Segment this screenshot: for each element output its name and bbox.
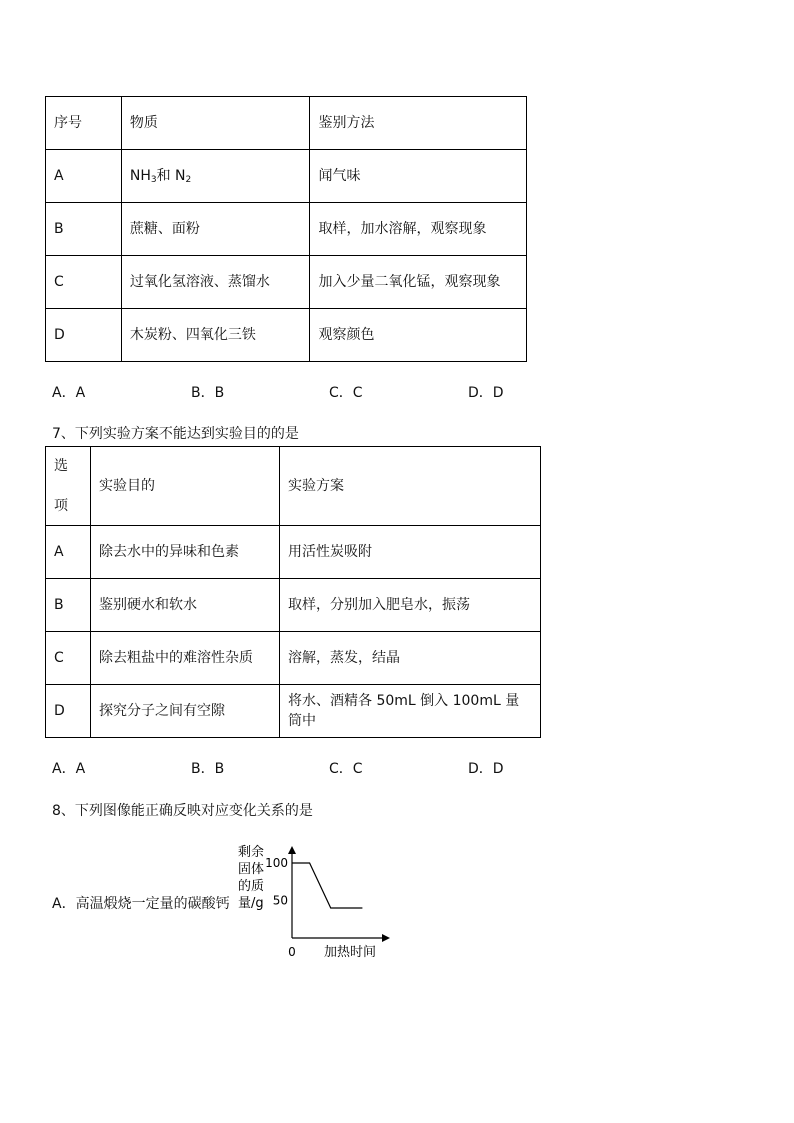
formula-subscript: 3 — [150, 175, 157, 185]
y-tick-label: 50 — [272, 893, 288, 908]
option-d[interactable]: D．D — [468, 761, 504, 777]
option-b[interactable]: B．B — [191, 761, 225, 777]
header-option — [46, 447, 91, 526]
y-axis-arrow — [288, 846, 296, 854]
table-header-row — [46, 97, 527, 150]
row-substance: 过氧化氢溶液、蒸馏水 — [121, 256, 310, 309]
header-method: 鉴别方法 — [310, 97, 527, 150]
row-plan: 取样，分别加入肥皂水，振荡 — [280, 579, 541, 632]
formula-part: NH — [129, 168, 151, 184]
header-substance: 物质 — [121, 97, 310, 150]
experiment-table — [45, 446, 541, 738]
table-row — [46, 203, 527, 256]
row-method: 闻气味 — [310, 150, 527, 203]
row-purpose: 除去水中的异味和色素 — [91, 526, 280, 579]
answer-options-q7 — [52, 758, 552, 778]
header-option-line2: 项 — [54, 498, 68, 514]
y-axis-label-line: 的质 — [238, 879, 265, 894]
row-label: C — [46, 256, 122, 309]
table-row — [46, 685, 541, 738]
question-7-title: 7、下列实验方案不能达到实验目的的是 — [52, 426, 299, 442]
question-8-title: 8、下列图像能正确反映对应变化关系的是 — [52, 803, 313, 819]
header-index: 序号 — [46, 97, 122, 150]
y-ticks — [265, 856, 288, 908]
table-row — [46, 150, 527, 203]
table-row — [46, 309, 527, 362]
y-axis-label-line: 剩余 — [238, 845, 265, 860]
row-plan: 用活性炭吸附 — [280, 526, 541, 579]
identification-table — [45, 96, 527, 362]
row-purpose: 鉴别硬水和软水 — [91, 579, 280, 632]
row-label: C — [46, 632, 91, 685]
formula-subscript: 2 — [185, 175, 192, 185]
row-substance: 蔗糖、面粉 — [121, 203, 310, 256]
row-label: D — [46, 685, 91, 738]
option-a[interactable]: A．A — [52, 385, 86, 401]
series-line — [292, 863, 362, 908]
row-method: 加入少量二氧化锰，观察现象 — [310, 256, 527, 309]
row-label: D — [46, 309, 122, 362]
formula-part: 和 N — [156, 168, 186, 184]
row-substance: 木炭粉、四氧化三铁 — [121, 309, 310, 362]
answer-options-q6 — [52, 382, 552, 402]
row-label: B — [46, 579, 91, 632]
row-purpose: 除去粗盐中的难溶性杂质 — [91, 632, 280, 685]
row-purpose: 探究分子之间有空隙 — [91, 685, 280, 738]
x-axis-label: 加热时间 — [324, 945, 377, 960]
row-label: A — [46, 526, 91, 579]
y-axis-label-line: 量/g — [238, 896, 264, 911]
y-axis-label-line: 固体 — [238, 862, 265, 877]
option-a[interactable]: A．A — [52, 761, 86, 777]
option-c[interactable]: C．C — [329, 761, 363, 777]
row-method: 取样，加水溶解，观察现象 — [310, 203, 527, 256]
origin-label: 0 — [288, 945, 296, 959]
row-label: A — [46, 150, 122, 203]
table-row — [46, 256, 527, 309]
table-row — [46, 579, 541, 632]
row-substance — [121, 150, 310, 203]
option-c[interactable]: C．C — [329, 385, 363, 401]
row-method: 观察颜色 — [310, 309, 527, 362]
table-row — [46, 526, 541, 579]
header-purpose: 实验目的 — [91, 447, 280, 526]
mass-vs-time-chart — [230, 838, 400, 964]
x-axis-arrow — [382, 934, 390, 942]
header-option-line1: 选 — [54, 458, 68, 474]
table-row — [46, 632, 541, 685]
option-d[interactable]: D．D — [468, 385, 504, 401]
header-plan: 实验方案 — [280, 447, 541, 526]
q8-option-a[interactable]: A．高温煅烧一定量的碳酸钙 — [52, 896, 230, 912]
row-plan: 将水、酒精各 50mL 倒入 100mL 量筒中 — [280, 685, 541, 738]
option-b[interactable]: B．B — [191, 385, 225, 401]
row-label: B — [46, 203, 122, 256]
y-tick-label: 100 — [265, 856, 288, 870]
table-header-row — [46, 447, 541, 526]
row-plan: 溶解，蒸发，结晶 — [280, 632, 541, 685]
y-axis-label — [238, 845, 264, 911]
